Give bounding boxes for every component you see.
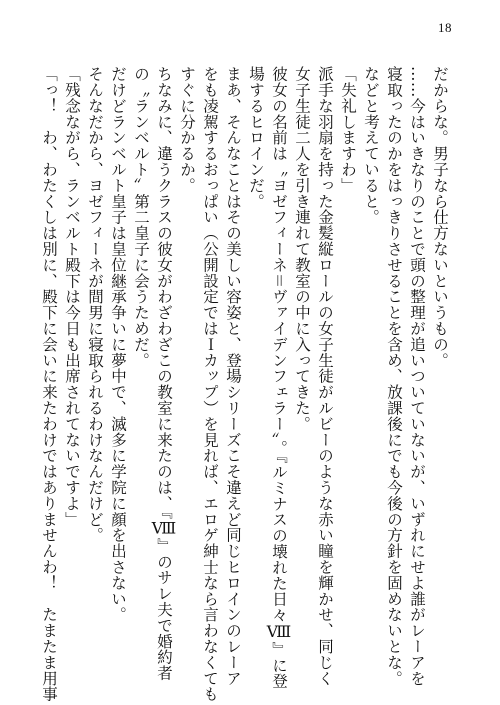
text-line: 「っ！ わ、わたくしは別に、殿下に会いに来たわけではありませんわ！ たまたま用事 — [40, 66, 58, 702]
text-line: 寝取ったのかをはっきりさせることを含め、放課後にでも今後の方針を固めないとな。 — [385, 66, 403, 687]
text-line: そんなだから、ヨゼフィーネが間男に寝取られるわけなんだけど。 — [86, 66, 104, 543]
text-line: すぐに分かるか。 — [178, 66, 196, 194]
text-line: ……今はいきなりのことで頭の整理が追いついていないが、いずれにせよ誰がレーアを — [408, 66, 426, 687]
text-line: の〝ランベルト〟第二皇子に会うためだ。 — [132, 66, 150, 369]
text-line: 彼女の名前は〝ヨゼフィーネ＝ヴァイデンフェラー〟。『ルミナスの壊れた日々Ⅷ』に登 — [270, 66, 288, 689]
text-line: だけどランベルト皇子は皇位継承争いに夢中で、滅多に学院に顔を出さない。 — [109, 66, 127, 623]
text-line: まあ、そんなことはその美しい容姿と、登場シリーズこそ違えど同じヒロインのレーア — [224, 66, 242, 687]
text-line: 「残念ながら、ランベルト殿下は今日も出席されてないですよ」 — [63, 66, 81, 528]
text-line: ちなみに、違うクラスの彼女がわざわざこの教室に来たのは、『Ⅷ』のサレ夫で婚約者 — [155, 66, 173, 681]
text-line: 派手な羽扇を持った金髪縦ロールの女子生徒がルビーのような赤い瞳を輝かせ、同じく — [316, 66, 334, 687]
page-number: 18 — [438, 20, 452, 35]
text-line: などと考えていると。 — [362, 66, 380, 225]
text-line: 女子生徒二人を引き連れて教室の中に入ってきた。 — [293, 66, 311, 432]
text-line: 「失礼しますわ」 — [339, 66, 357, 194]
text-line: 場するヒロインだ。 — [247, 66, 265, 210]
text-line: だからな。男子なら仕方ないというもの。 — [431, 66, 449, 369]
text-line: をも凌駕するおっぱい（公開設定ではＩカップ）を見れば、エロゲ紳士なら言わなくても — [201, 66, 219, 702]
vertical-text-body — [38, 66, 450, 702]
